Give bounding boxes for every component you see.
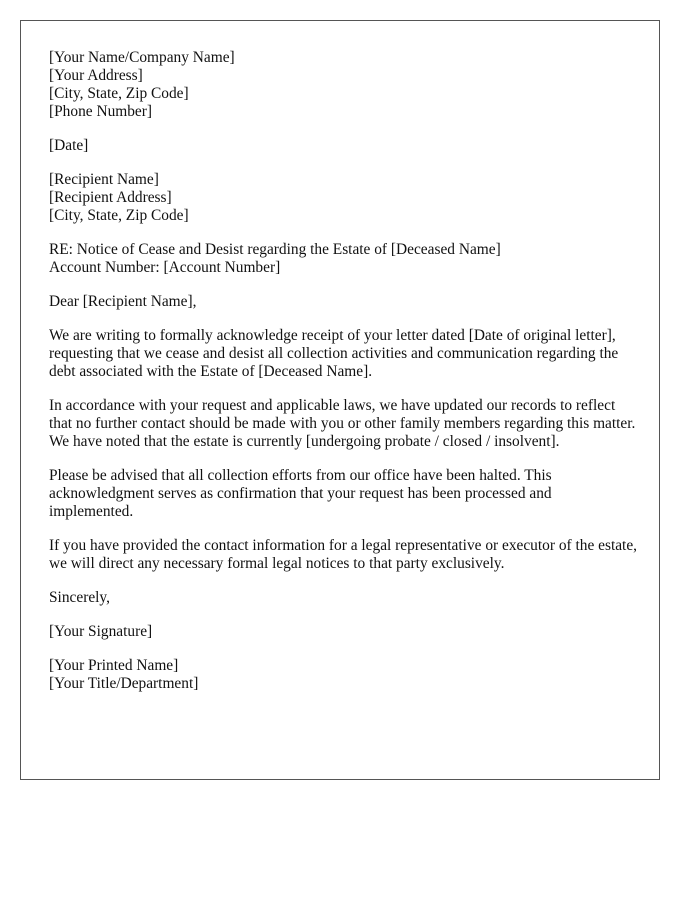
sender-phone: [Phone Number] <box>49 103 153 120</box>
subject-block <box>49 241 639 277</box>
signer-title: [Your Title/Department] <box>49 675 199 692</box>
letter-content <box>49 49 639 709</box>
closing: Sincerely, <box>49 589 110 606</box>
subject-account-line: Account Number: [Account Number] <box>49 259 281 276</box>
letter-date: [Date] <box>49 137 89 154</box>
recipient-city-state-zip: [City, State, Zip Code] <box>49 207 189 224</box>
sender-address: [Your Address] <box>49 67 143 84</box>
letter-page <box>20 20 660 780</box>
signer-block <box>49 657 639 693</box>
body-paragraph-4: If you have provided the contact information for a legal representative or executor of the estate, we will direct any necessary formal legal notices to that party exclusively. <box>49 537 638 572</box>
date-block <box>49 137 639 155</box>
body-paragraph-3: Please be advised that all collection efforts from our office have been halted. This acknowledgment serves as confirmation that your request has been processed and implemented. <box>49 467 552 520</box>
sender-block <box>49 49 639 121</box>
recipient-block <box>49 171 639 225</box>
signer-printed-name: [Your Printed Name] <box>49 657 179 674</box>
recipient-address: [Recipient Address] <box>49 189 172 206</box>
signature-placeholder: [Your Signature] <box>49 623 153 640</box>
body-paragraph-2: In accordance with your request and applicable laws, we have updated our records to reflect that no further contact should be made with you or other family members regarding this matter. We have noted that the estate is currently [undergoing probate / closed / insolvent]. <box>49 397 636 450</box>
subject-re-line: RE: Notice of Cease and Desist regarding the Estate of [Deceased Name] <box>49 241 501 258</box>
sender-city-state-zip: [City, State, Zip Code] <box>49 85 189 102</box>
salutation: Dear [Recipient Name], <box>49 293 197 310</box>
recipient-name: [Recipient Name] <box>49 171 159 188</box>
body-paragraph-1: We are writing to formally acknowledge receipt of your letter dated [Date of original letter], requesting that we cease and desist all collection activities and communication regarding the debt associated with the Estate of [Deceased Name]. <box>49 327 619 380</box>
sender-name: [Your Name/Company Name] <box>49 49 235 66</box>
